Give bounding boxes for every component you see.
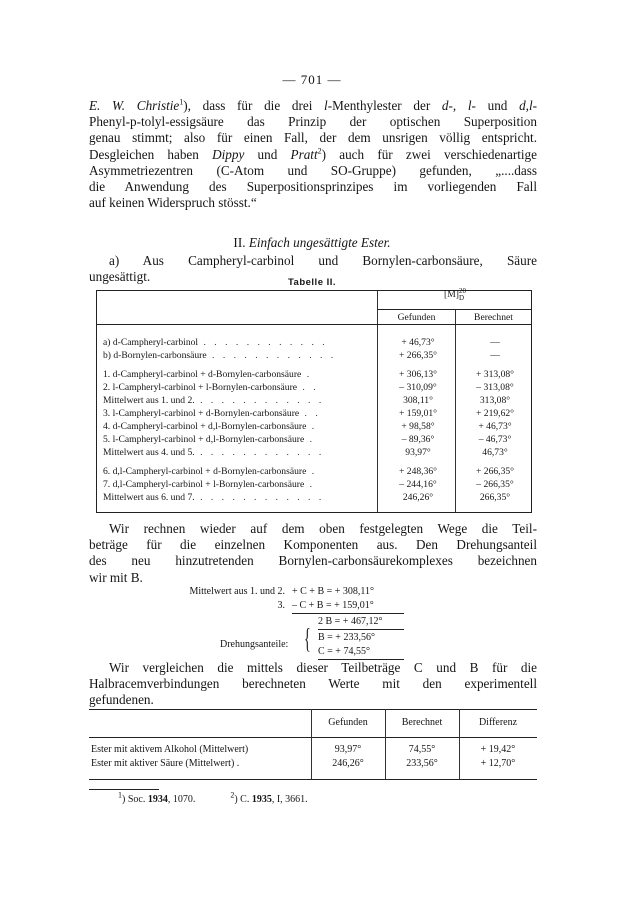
- row-label-text: a) d-Campheryl-carbinol: [103, 337, 199, 348]
- header-rule: [89, 737, 537, 738]
- table-header-calculated: Berechnet: [474, 312, 513, 323]
- footnote-marker: 1: [118, 790, 122, 800]
- text-span: - und: [471, 98, 520, 113]
- calc-expression: C = + 74,55°: [318, 646, 370, 657]
- table-row: [97, 369, 533, 381]
- calc-expression: + C + B = + 308,11°: [292, 586, 375, 597]
- footnote-1: [118, 790, 196, 805]
- row-label: [103, 337, 375, 349]
- text-span: und: [244, 146, 291, 162]
- footnote-text: ) Soc.: [122, 794, 148, 805]
- calc-label: 3.: [277, 600, 285, 611]
- row-label-text: 4. d-Campheryl-carbinol + d,l-Bornylen-carbonsäure: [103, 421, 307, 432]
- leader-dots: .: [304, 434, 316, 445]
- section-number: II.: [233, 235, 249, 250]
- leader-dots: . . . . . . . . . . . .: [194, 447, 325, 458]
- table-row: [97, 479, 533, 491]
- table-row: [97, 382, 533, 394]
- calc-expression: B = + 233,56°: [318, 632, 375, 643]
- table-header-symbol: [379, 288, 531, 302]
- sum-rule: [318, 629, 404, 630]
- row-label-text: 7. d,l-Campheryl-carbinol + l-Bornylen-carbonsäure: [103, 479, 305, 490]
- table-row: [97, 492, 533, 504]
- table-top-rule: [89, 709, 537, 710]
- row-label: [103, 434, 375, 446]
- row-label-text: Mittelwert aus 1. und 2.: [103, 395, 195, 406]
- sum-rule: [292, 613, 404, 614]
- paragraph-superposition: [89, 98, 537, 211]
- footnote-year: 1934: [147, 794, 168, 805]
- comparison-table: [89, 709, 537, 781]
- found-value: 308,11°: [403, 395, 433, 406]
- calc-expression: 2 B = + 467,12°: [318, 616, 383, 627]
- table-row: [97, 350, 533, 362]
- found-value: 246,26°: [402, 492, 434, 503]
- row-label: [103, 408, 375, 420]
- table-header-found: Gefunden: [328, 717, 368, 728]
- leader-dots: .: [304, 479, 316, 490]
- header-rule: [377, 309, 531, 310]
- table-row: [97, 408, 533, 420]
- row-label-text: 3. l-Campheryl-carbinol + d-Bornylen-carbonsäure: [103, 408, 300, 419]
- row-label: [103, 479, 375, 491]
- temperature-index: 20: [458, 287, 466, 295]
- brace-glyph: {: [304, 624, 311, 655]
- calculated-value: —: [490, 337, 500, 348]
- footnote-text: , 1070.: [167, 794, 196, 805]
- calculated-value: + 313,08°: [475, 369, 515, 380]
- leader-dots: .: [306, 466, 318, 477]
- leader-dots: . . . . . . . . . . . .: [206, 350, 337, 361]
- text-span: -Menthylester der: [327, 98, 442, 113]
- footnote-2: [230, 790, 308, 805]
- table-header-difference: Differenz: [478, 717, 518, 728]
- rotation-symbol: [M]: [444, 289, 459, 301]
- text-span: ) auch für zwei verschiedenartige: [321, 146, 537, 162]
- text-italic: d: [441, 98, 449, 113]
- table-row: [97, 421, 533, 433]
- leader-dots: .: [306, 421, 318, 432]
- row-label: Ester mit aktivem Alkohol (Mittelwert): [91, 744, 249, 755]
- calc-label: Mittelwert aus 1. und 2.: [189, 586, 285, 597]
- footnote-marker: 2: [230, 790, 235, 800]
- calculated-value: + 46,73°: [478, 421, 512, 432]
- row-label: Ester mit aktiver Säure (Mittelwert) .: [91, 758, 240, 769]
- found-value: + 248,36°: [398, 466, 438, 477]
- calculated-value: —: [490, 350, 500, 361]
- found-value: + 46,73°: [401, 337, 435, 348]
- row-label-text: b) d-Bornylen-carbonsäure: [103, 350, 207, 361]
- text-italic: l: [467, 98, 472, 113]
- calculated-value: – 313,08°: [476, 382, 514, 393]
- text-span: -,: [448, 98, 468, 113]
- text-line: [89, 147, 537, 163]
- text-line: wir mit B.: [89, 569, 143, 585]
- found-value: 93,97°: [405, 447, 431, 458]
- text-line: a) Aus Campheryl-carbinol und Bornylen-carbonsäure, Säure: [109, 253, 537, 268]
- text-line: [89, 98, 537, 114]
- row-label-text: Mittelwert aus 4. und 5.: [103, 447, 195, 458]
- leader-dots: . . . . . . . . . . . .: [194, 395, 325, 406]
- footnote-rule: [89, 789, 159, 790]
- leader-dots: .: [301, 369, 313, 380]
- calculated-value: 46,73°: [482, 447, 508, 458]
- text-line: gefundenen.: [89, 692, 154, 708]
- table-title: Tabelle II.: [287, 277, 337, 288]
- table-row: [97, 447, 533, 459]
- footnote-marker: 1: [179, 97, 184, 107]
- found-value: – 310,09°: [399, 382, 437, 393]
- found-value: 246,26°: [332, 758, 364, 769]
- calculated-value: + 266,35°: [475, 466, 515, 477]
- calculated-value: 313,08°: [479, 395, 511, 406]
- page-number: — 701 —: [282, 72, 342, 87]
- wavelength-index: D: [458, 294, 465, 302]
- calculated-value: 266,35°: [479, 492, 511, 503]
- text-italic: d,l: [519, 98, 533, 113]
- difference-value: + 19,42°: [480, 744, 516, 755]
- text-italic: l: [324, 98, 328, 113]
- leader-dots: . . . . . . . . . . . .: [198, 337, 328, 348]
- calculated-value: – 46,73°: [478, 434, 512, 445]
- text-line: die Anwendung des Superpositionsprinzipes im vorliegenden Fall: [89, 179, 537, 195]
- calculated-value: 74,55°: [408, 744, 436, 755]
- header-rule: [97, 324, 531, 325]
- calc-label: Drehungsanteile:: [220, 639, 289, 650]
- table-row: [97, 395, 533, 407]
- text-line: Halbracemverbindungen berechneten Werte mit den experimentell: [89, 676, 537, 692]
- footnote-text: , I, 3661.: [271, 794, 308, 805]
- text-span: -: [532, 98, 538, 113]
- found-value: + 159,01°: [398, 408, 438, 419]
- found-value: 93,97°: [334, 744, 362, 755]
- calculated-value: – 266,35°: [476, 479, 514, 490]
- table-row: [97, 434, 533, 446]
- text-line: genau stimmt; also für einen Fall, der dem unsrigen völlig entspricht.: [89, 130, 537, 146]
- row-label: [103, 382, 375, 394]
- found-value: + 306,13°: [398, 369, 438, 380]
- footnote-marker: 2: [317, 146, 322, 156]
- calculated-value: + 219,62°: [475, 408, 515, 419]
- table-row: [97, 466, 533, 478]
- text-line: des neu hinzutretenden Bornylen-carbonsäurekomplexes bezeichnen: [89, 553, 537, 569]
- found-value: – 244,16°: [399, 479, 437, 490]
- table-header-found: Gefunden: [397, 312, 436, 323]
- table-ii: [96, 287, 532, 513]
- row-label: [103, 369, 375, 381]
- row-label-text: 2. l-Campheryl-carbinol + l-Bornylen-carbonsäure: [103, 382, 298, 393]
- text-span: Desgleichen haben: [89, 146, 213, 162]
- table-bottom-rule: [89, 779, 537, 780]
- table-row: [97, 337, 533, 349]
- calc-expression: – C + B = + 159,01°: [292, 600, 374, 611]
- author-name: Dippy: [212, 146, 245, 162]
- row-label: [103, 466, 375, 478]
- leader-dots: . . . . . . . . . . . .: [194, 492, 325, 503]
- table-header-calculated: Berechnet: [401, 717, 443, 728]
- text-line: Wir vergleichen die mittels dieser Teilbeträge C und B für die: [109, 660, 537, 675]
- section-heading: [0, 235, 624, 251]
- leader-dots: . .: [297, 382, 319, 393]
- section-title: Einfach ungesättigte Ester.: [248, 235, 391, 250]
- paragraph-components: [89, 521, 537, 586]
- found-value: + 266,35°: [398, 350, 438, 361]
- paragraph-comparison: [89, 660, 537, 709]
- row-label: [103, 421, 375, 433]
- text-line: Phenyl-p-tolyl-essigsäure das Prinzip der optischen Superposition: [89, 114, 537, 130]
- text-span: ), dass für die drei: [183, 98, 325, 113]
- text-line: ungesättigt.: [89, 269, 151, 285]
- author-name: E. W. Christie: [89, 98, 180, 113]
- difference-value: + 12,70°: [480, 758, 516, 769]
- row-label-text: 5. l-Campheryl-carbinol + d,l-Bornylen-carbonsäure: [103, 434, 305, 445]
- row-label: [103, 447, 375, 459]
- row-label: [103, 395, 375, 407]
- footnote-year: 1935: [251, 794, 272, 805]
- author-name: Pratt: [290, 146, 318, 162]
- row-label-text: 1. d-Campheryl-carbinol + d-Bornylen-carbonsäure: [103, 369, 302, 380]
- symbol-indices: [459, 288, 466, 302]
- row-label: [103, 492, 375, 504]
- found-value: + 98,58°: [401, 421, 435, 432]
- text-line: Wir rechnen wieder auf dem oben festgelegten Wege die Teil-: [109, 521, 537, 536]
- calculated-value: 233,56°: [406, 758, 438, 769]
- text-line: Asymmetriezentren (C-Atom und SO-Gruppe) gefunden, „....dass: [89, 162, 537, 178]
- row-label-text: Mittelwert aus 6. und 7.: [103, 492, 195, 503]
- found-value: – 89,36°: [401, 434, 435, 445]
- text-line: auf keinen Widerspruch stösst.“: [89, 195, 257, 211]
- footnotes: [118, 790, 308, 805]
- footnote-text: ) C.: [234, 794, 252, 805]
- row-label: [103, 350, 375, 362]
- text-line: beträge für die einzelnen Komponenten aus. Den Drehungsanteil: [89, 537, 537, 553]
- row-label-text: 6. d,l-Campheryl-carbinol + d-Bornylen-carbonsäure: [103, 466, 307, 477]
- leader-dots: . .: [299, 408, 321, 419]
